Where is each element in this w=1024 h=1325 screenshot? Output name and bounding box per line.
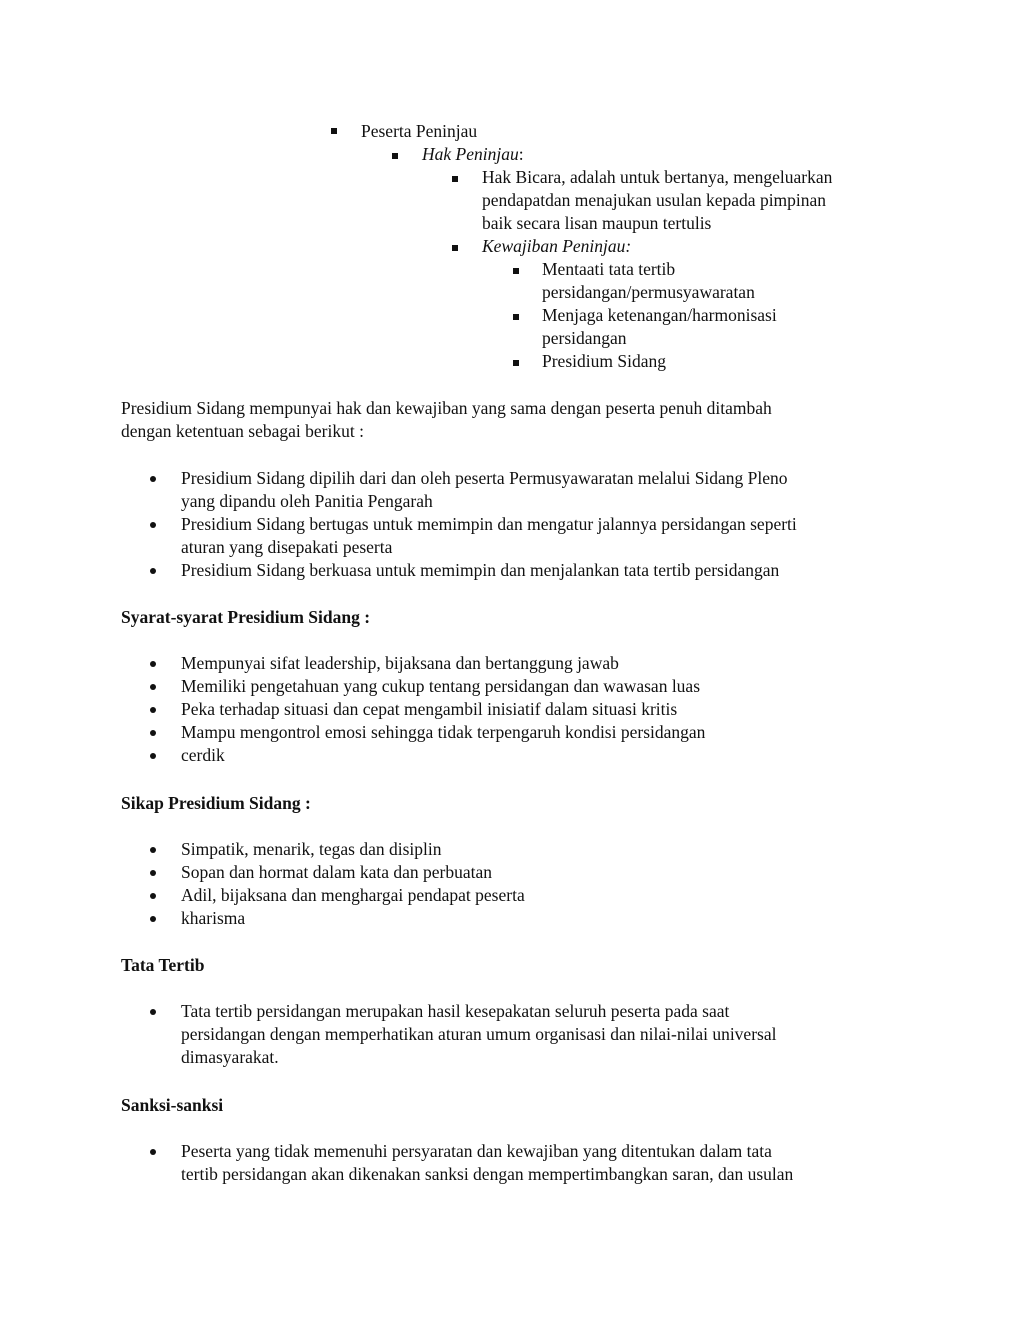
syarat-item: Mempunyai sifat leadership, bijaksana dan bertanggung jawab [181, 653, 619, 673]
ketentuan-item-line: Presidium Sidang dipilih dari dan oleh peserta Permusyawaratan melalui Sidang Pleno [181, 468, 788, 488]
bullet-icon [150, 522, 156, 528]
ketentuan-item-line: aturan yang disepakati peserta [181, 537, 393, 557]
square-bullet-icon [513, 268, 519, 274]
kewajiban-item-line: Menjaga ketenangan/harmonisasi [542, 305, 777, 325]
bullet-icon [150, 1009, 156, 1015]
tata-tertib-line: persidangan dengan memperhatikan aturan umum organisasi dan nilai-nilai universal [181, 1024, 777, 1044]
kewajiban-item-line: Presidium Sidang [542, 351, 666, 371]
bullet-icon [150, 893, 156, 899]
ketentuan-item-line: yang dipandu oleh Panitia Pengarah [181, 491, 433, 511]
square-bullet-icon [452, 245, 458, 251]
syarat-item: Peka terhadap situasi dan cepat mengambil inisiatif dalam situasi kritis [181, 699, 678, 719]
bullet-icon [150, 1149, 156, 1155]
bullet-icon [150, 870, 156, 876]
sanksi-line: tertib persidangan akan dikenakan sanksi dengan mempertimbangkan saran, dan usulan [181, 1164, 794, 1184]
kewajiban-item-line: persidangan/permusyawaratan [542, 282, 755, 302]
bullet-icon [150, 847, 156, 853]
section-heading-syarat: Syarat-syarat Presidium Sidang : [121, 607, 371, 627]
hak-peninjau-label: Hak Peninjau [422, 144, 519, 164]
bullet-icon [150, 684, 156, 690]
section-heading-sanksi: Sanksi-sanksi [121, 1095, 224, 1115]
section-heading-tata-tertib: Tata Tertib [121, 955, 205, 975]
sikap-item: Simpatik, menarik, tegas dan disiplin [181, 839, 442, 859]
bullet-icon [150, 916, 156, 922]
hak-bicara-line: baik secara lisan maupun tertulis [482, 213, 712, 233]
bullet-icon [150, 568, 156, 574]
ketentuan-item-line: Presidium Sidang bertugas untuk memimpin dan mengatur jalannya persidangan seperti [181, 514, 797, 534]
list-item-kewajiban-peninjau: Kewajiban Peninjau: [482, 236, 632, 256]
list-item-hak-peninjau [422, 143, 524, 166]
hak-peninjau-colon: : [518, 144, 524, 164]
tata-tertib-line: dimasyarakat. [181, 1047, 279, 1067]
hak-bicara-line: Hak Bicara, adalah untuk bertanya, mengeluarkan [482, 167, 833, 187]
kewajiban-item-line: persidangan [542, 328, 627, 348]
section-heading-sikap: Sikap Presidium Sidang : [121, 793, 311, 813]
bullet-icon [150, 730, 156, 736]
tata-tertib-line: Tata tertib persidangan merupakan hasil kesepakatan seluruh peserta pada saat [181, 1001, 730, 1021]
syarat-item: cerdik [181, 745, 225, 765]
list-item-peserta-peninjau: Peserta Peninjau [361, 121, 478, 141]
kewajiban-item-line: Mentaati tata tertib [542, 259, 676, 279]
square-bullet-icon [331, 128, 337, 134]
bullet-icon [150, 476, 156, 482]
syarat-item: Memiliki pengetahuan yang cukup tentang persidangan dan wawasan luas [181, 676, 701, 696]
bullet-icon [150, 707, 156, 713]
intro-paragraph-line: Presidium Sidang mempunyai hak dan kewajiban yang sama dengan peserta penuh ditambah [121, 398, 772, 418]
square-bullet-icon [452, 176, 458, 182]
sikap-item: kharisma [181, 908, 246, 928]
sanksi-line: Peserta yang tidak memenuhi persyaratan dan kewajiban yang ditentukan dalam tata [181, 1141, 772, 1161]
sikap-item: Adil, bijaksana dan menghargai pendapat peserta [181, 885, 525, 905]
bullet-icon [150, 661, 156, 667]
syarat-item: Mampu mengontrol emosi sehingga tidak terpengaruh kondisi persidangan [181, 722, 706, 742]
intro-paragraph-line: dengan ketentuan sebagai berikut : [121, 421, 364, 441]
square-bullet-icon [513, 314, 519, 320]
hak-bicara-line: pendapatdan menajukan usulan kepada pimpinan [482, 190, 827, 210]
sikap-item: Sopan dan hormat dalam kata dan perbuatan [181, 862, 493, 882]
bullet-icon [150, 753, 156, 759]
ketentuan-item-line: Presidium Sidang berkuasa untuk memimpin dan menjalankan tata tertib persidangan [181, 560, 780, 580]
square-bullet-icon [513, 360, 519, 366]
square-bullet-icon [392, 153, 398, 159]
